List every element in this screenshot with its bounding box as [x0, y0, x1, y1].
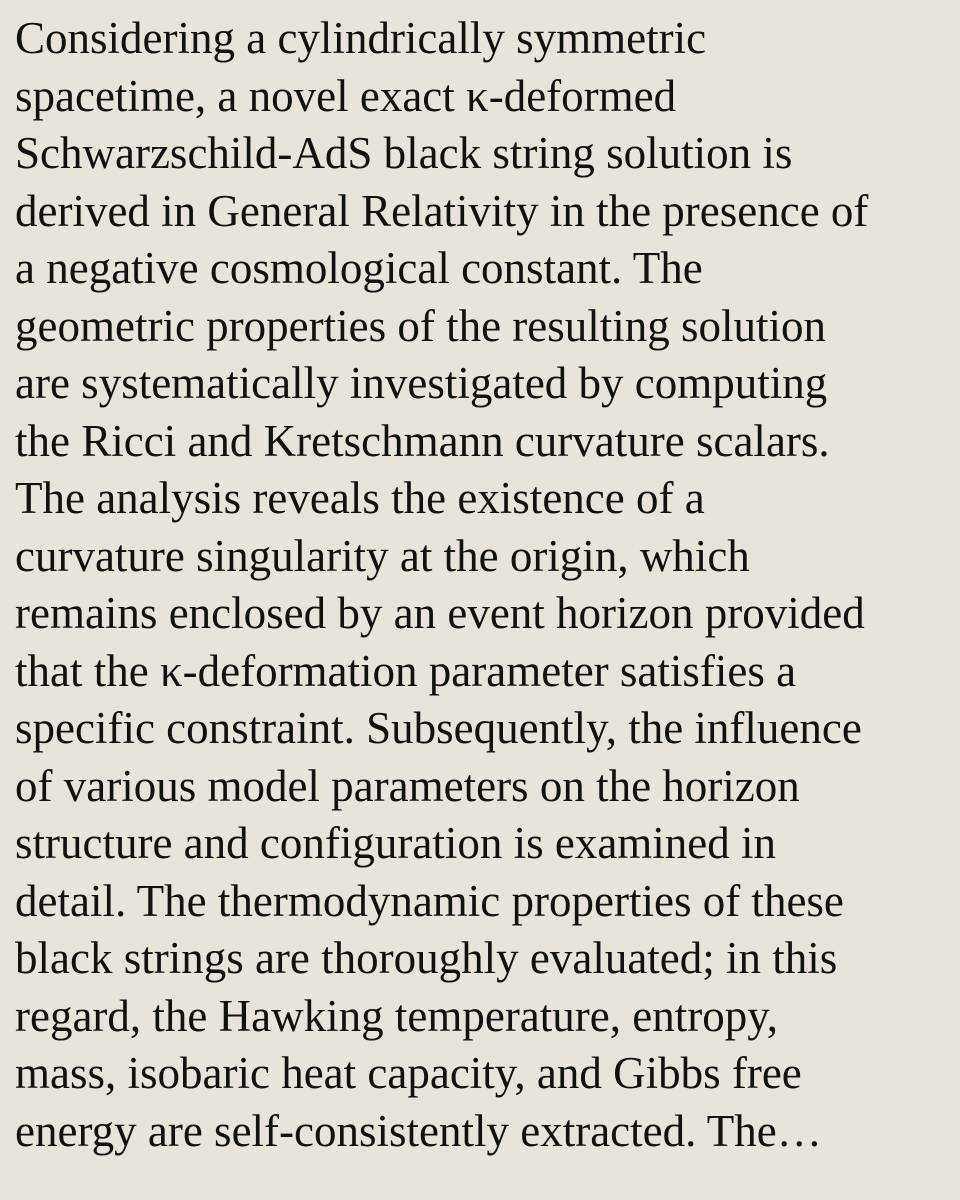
abstract-line-15: structure and configuration is examined in: [15, 818, 777, 868]
abstract-line-13: specific constraint. Subsequently, the influence: [15, 703, 862, 753]
abstract-line-8: the Ricci and Kretschmann curvature scalars.: [15, 415, 830, 466]
abstract-line-9: The analysis reveals the existence of a: [15, 473, 705, 523]
abstract-line-3: Schwarzschild-AdS black string solution is: [15, 128, 793, 178]
abstract-line-1: Considering a cylindrically symmetric: [15, 13, 707, 63]
abstract-line-12: that the κ-deformation parameter satisfies a: [15, 645, 797, 696]
abstract-line-14: of various model parameters on the horizon: [15, 760, 800, 811]
abstract-line-10: curvature singularity at the origin, which: [15, 530, 750, 581]
abstract-line-19: mass, isobaric heat capacity, and Gibbs free: [15, 1048, 802, 1098]
abstract-line-18: regard, the Hawking temperature, entropy,: [15, 990, 779, 1041]
abstract-line-17: black strings are thoroughly evaluated; in this: [15, 933, 838, 983]
abstract-line-11: remains enclosed by an event horizon provided: [15, 588, 865, 638]
abstract-line-5: a negative cosmological constant. The: [15, 243, 703, 293]
abstract-text: [15, 10, 944, 1160]
abstract-line-7: are systematically investigated by computing: [15, 358, 828, 408]
abstract-line-6: geometric properties of the resulting solution: [15, 300, 827, 351]
abstract-line-16: detail. The thermodynamic properties of these: [15, 875, 844, 926]
abstract-line-4: derived in General Relativity in the presence of: [15, 185, 869, 236]
abstract-line-2: spacetime, a novel exact κ-deformed: [15, 70, 677, 121]
abstract-line-20: energy are self-consistently extracted. The…: [15, 1105, 822, 1156]
